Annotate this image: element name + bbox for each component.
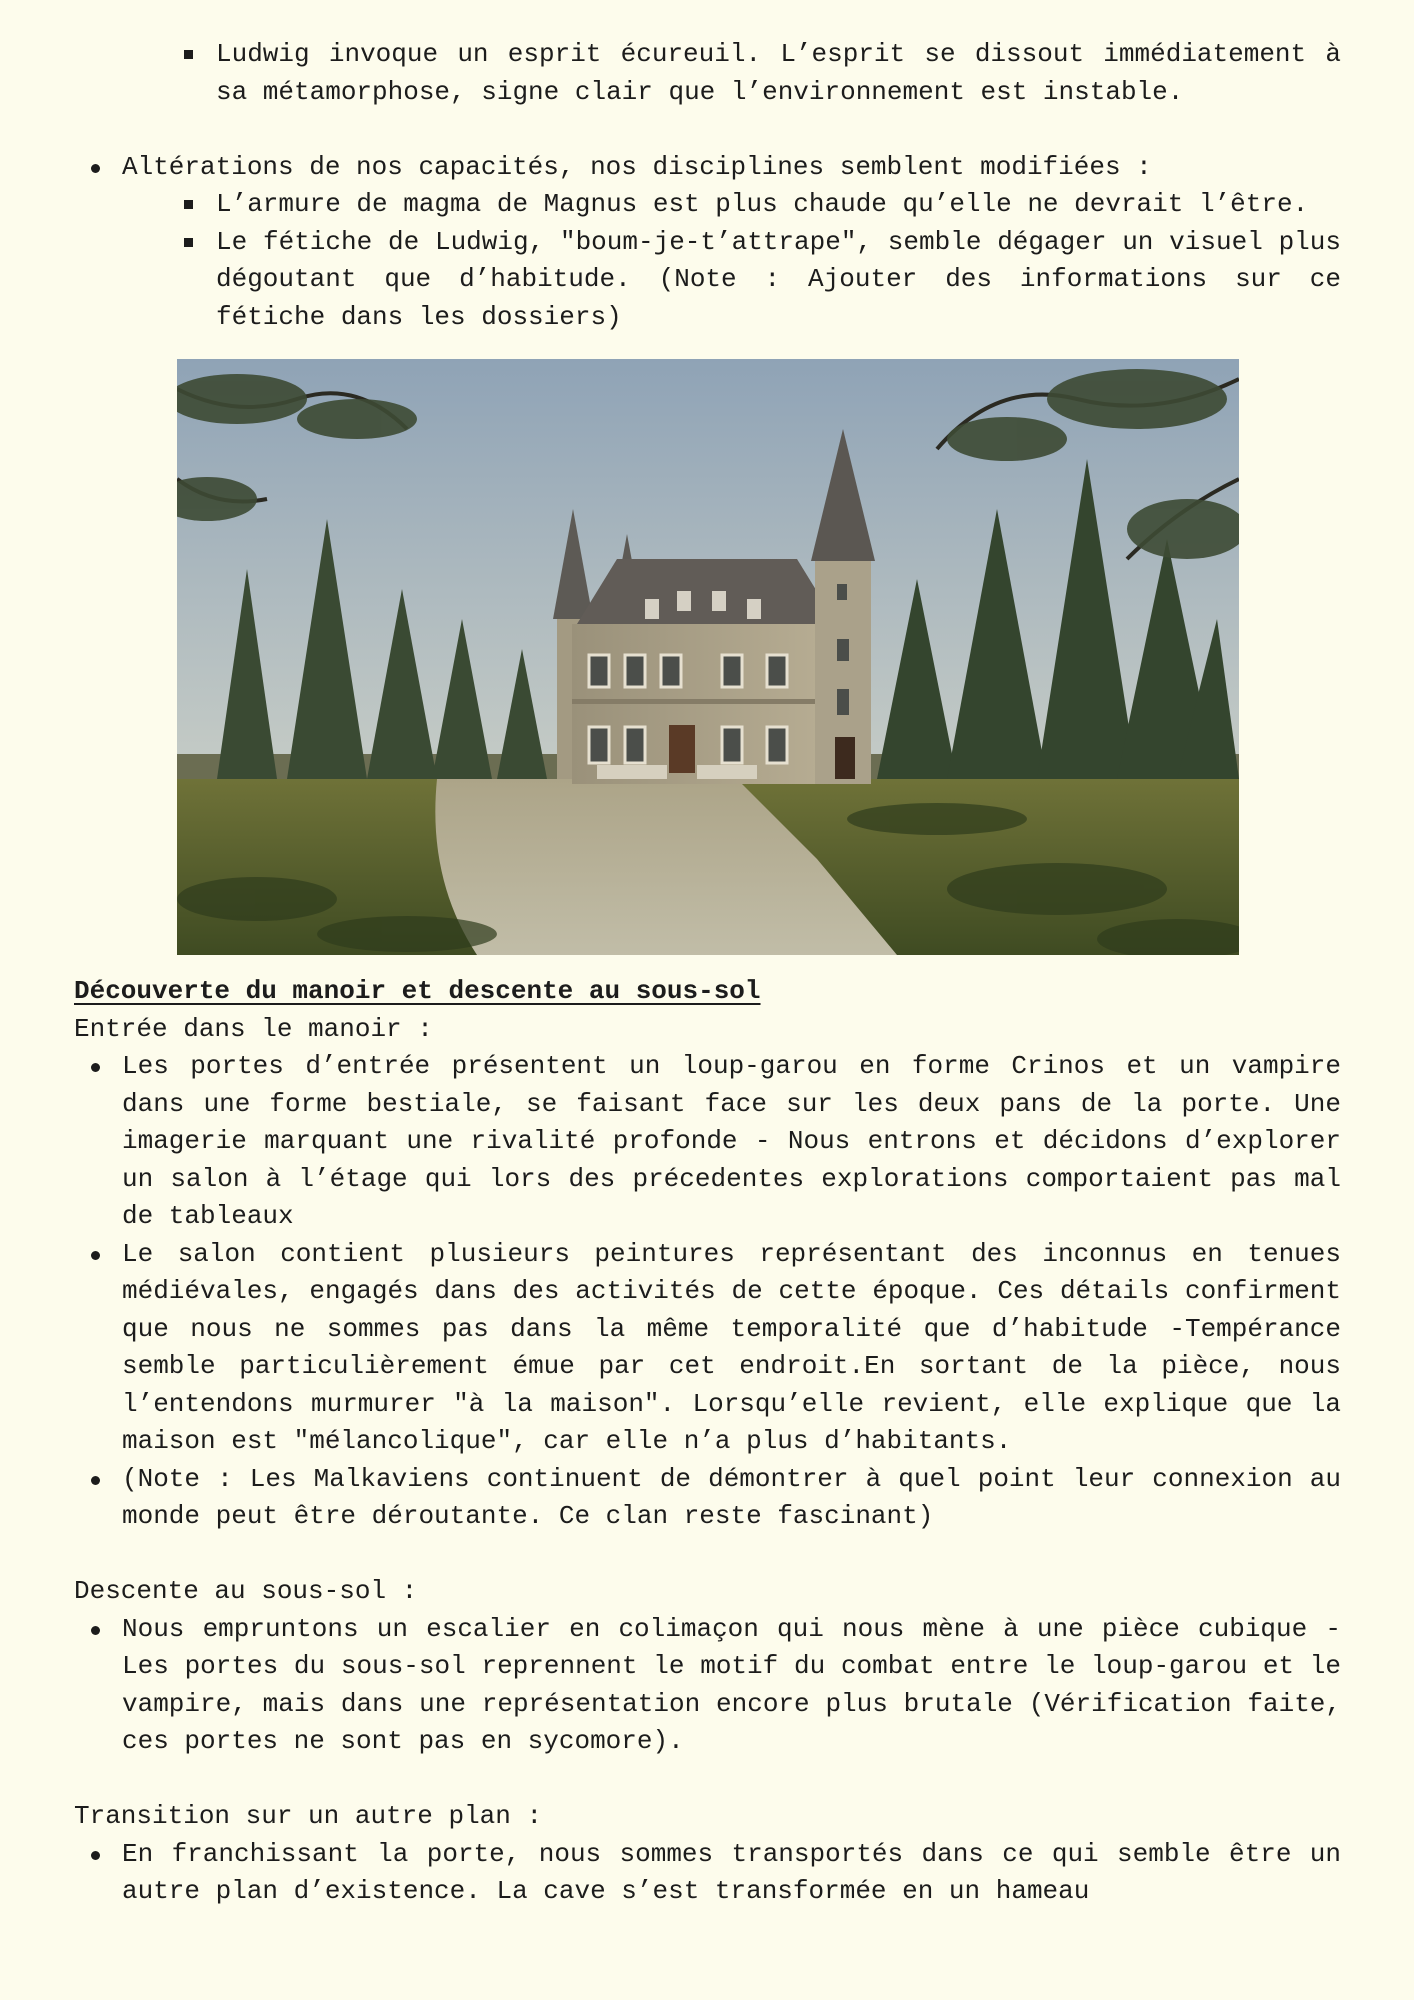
list-item: Le fétiche de Ludwig, "boum-je-t’attrape", semble dégager un visuel plus dégoutant que d’habitude. (Note : Ajouter des informations sur ce fétiche dans les dossiers) [74, 224, 1341, 337]
list-item: Ludwig invoque un esprit écureuil. L’esprit se dissout immédiatement à sa métamorphose, signe clair que l’environnement est instable. [74, 36, 1341, 111]
descent-label: Descente au sous-sol : [74, 1576, 418, 1606]
list-item: (Note : Les Malkaviens continuent de démontrer à quel point leur connexion au monde peut être déroutante. Ce clan reste fascinant) [74, 1461, 1341, 1536]
alterations-sub-list [74, 186, 1341, 336]
list-item: Les portes d’entrée présentent un loup-garou en forme Crinos et un vampire dans une forme bestiale, se faisant face sur les deux pans de la porte. Une imagerie marquant une rivalité profonde - Nous entrons et décidons d’explorer un salon à l’étage qui lors des précedentes explorations comportaient pas mal de tableaux [74, 1048, 1341, 1236]
manor-photo [177, 359, 1239, 955]
entry-label: Entrée dans le manoir : [74, 1013, 433, 1044]
spacer [74, 111, 1341, 149]
entry-list [74, 1048, 1341, 1536]
list-item: Le salon contient plusieurs peintures représentant des inconnus en tenues médiévales, engagés dans des activités de cette époque. Ces détails confirment que nous ne sommes pas dans la même temporalité que d’habitude -Tempérance semble particulièrement émue par cet endroit.En sortant de la pièce, nous l’entendons murmurer "à la maison". Lorsqu’elle revient, elle explique que la maison est "mélancolique", car elle n’a plus d’habitants. [74, 1236, 1341, 1461]
alterations-heading: Altérations de nos capacités, nos disciplines semblent modifiées : [122, 151, 1152, 182]
list-item: L’armure de magma de Magnus est plus chaude qu’elle ne devrait l’être. [74, 186, 1341, 224]
section-title: Découverte du manoir et descente au sous-sol [74, 976, 761, 1006]
spacer [74, 1761, 1341, 1799]
spacer [74, 1536, 1341, 1574]
list-item [74, 149, 1341, 187]
descent-list [74, 1611, 1341, 1761]
alterations-list [74, 149, 1341, 187]
transition-list [74, 1836, 1341, 1911]
sub-list-top [74, 36, 1341, 111]
list-item: Nous empruntons un escalier en colimaçon qui nous mène à une pièce cubique - Les portes du sous-sol reprennent le motif du combat entre le loup-garou et le vampire, mais dans une représentation encore plus brutale (Vérification faite, ces portes ne sont pas en sycomore). [74, 1611, 1341, 1761]
transition-label: Transition sur un autre plan : [74, 1801, 543, 1831]
list-item: En franchissant la porte, nous sommes transportés dans ce qui semble être un autre plan d’existence. La cave s’est transformée en un hameau [74, 1836, 1341, 1911]
